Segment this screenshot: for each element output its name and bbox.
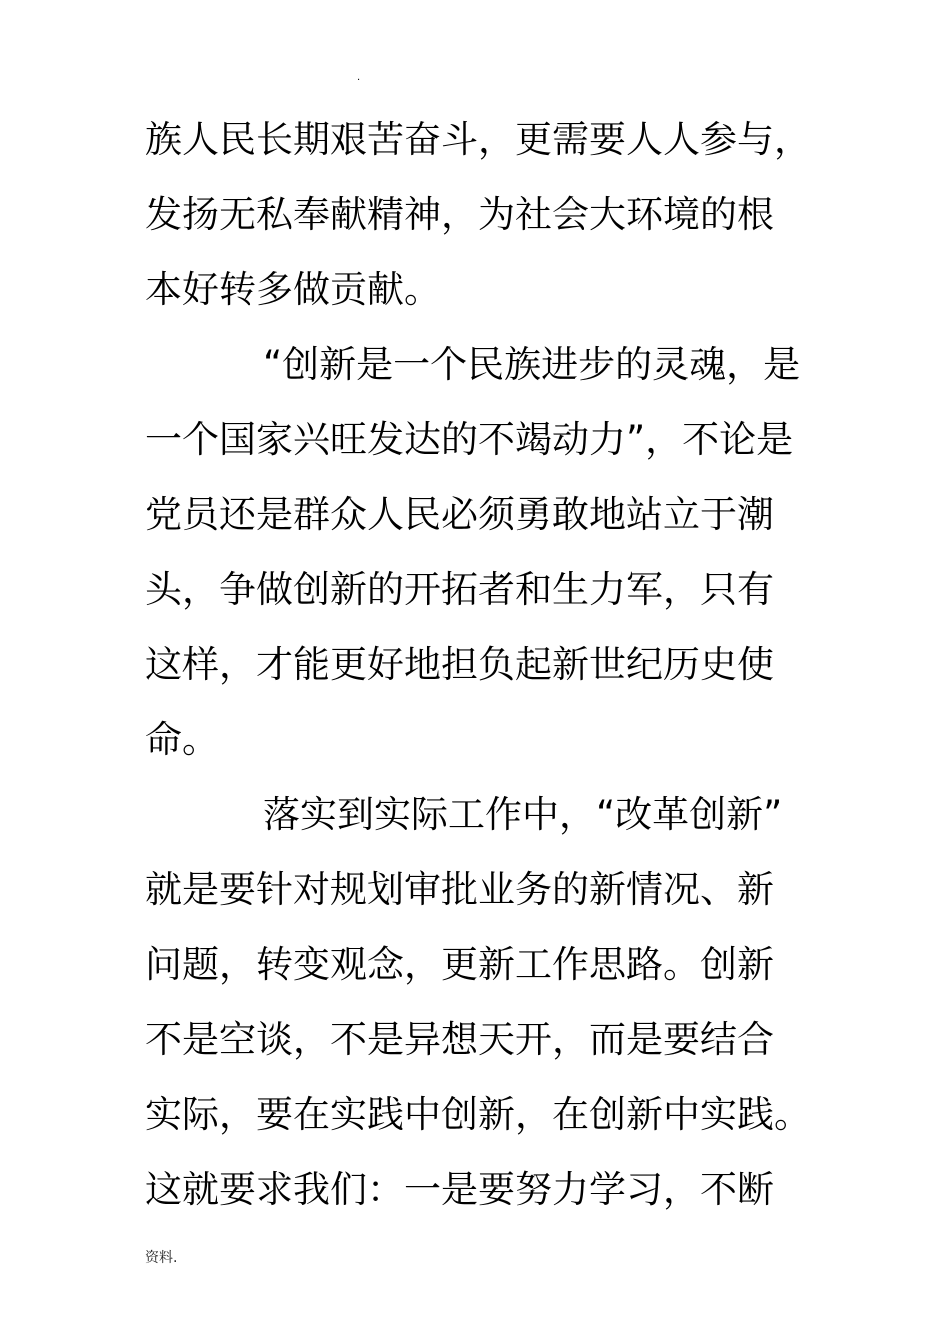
text-line: 本好转多做贡献。	[145, 268, 441, 311]
text-line: 问题，转变观念，更新工作思路。创新	[145, 943, 774, 986]
text-line: 命。	[145, 718, 219, 761]
text-line: 族人民长期艰苦奋斗，更需要人人参与，	[145, 118, 811, 161]
paragraph-start-line: 落实到实际工作中，“改革创新”	[263, 793, 783, 836]
text-line: 这就要求我们：一是要努力学习，不断	[145, 1168, 774, 1211]
text-line: 就是要针对规划审批业务的新情况、新	[145, 868, 774, 911]
text-line: 不是空谈，不是异想天开，而是要结合	[145, 1018, 774, 1061]
text-line: 头，争做创新的开拓者和生力军，只有	[145, 568, 774, 611]
footer-note: 资料.	[145, 1250, 178, 1266]
text-line: 党员还是群众人民必须勇敢地站立于潮	[145, 493, 774, 536]
text-line: 这样，才能更好地担负起新世纪历史使	[145, 643, 774, 686]
body-text	[145, 102, 810, 1227]
text-line: 发扬无私奉献精神，为社会大环境的根	[145, 193, 774, 236]
header-mark: .	[357, 72, 361, 83]
text-line: 一个国家兴旺发达的不竭动力”，不论是	[145, 418, 794, 461]
text-line: 实际，要在实践中创新，在创新中实践。	[145, 1093, 811, 1136]
paragraph-start-line: “创新是一个民族进步的灵魂，是	[263, 343, 801, 386]
